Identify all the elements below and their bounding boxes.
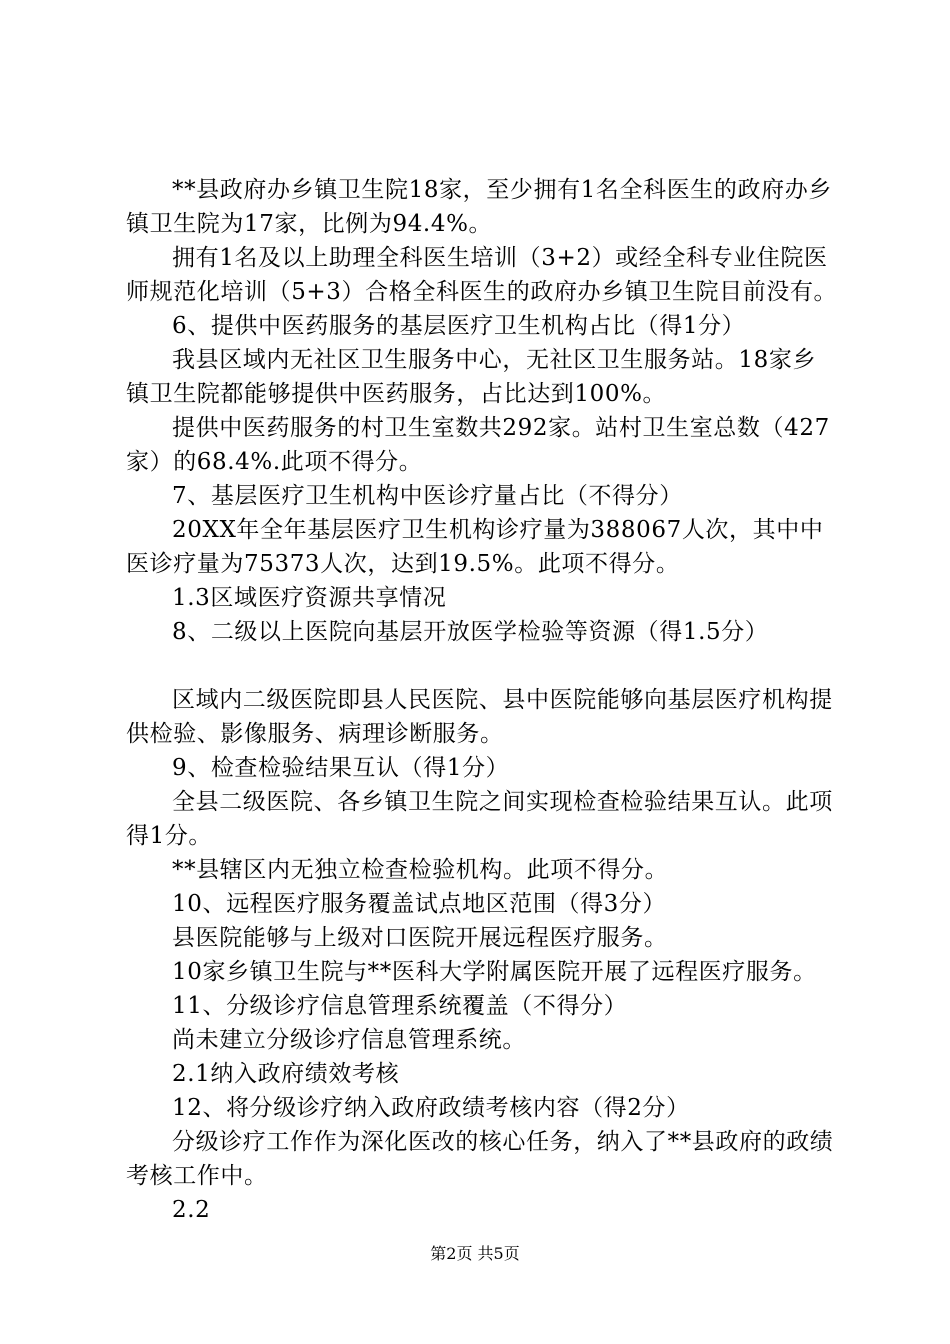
paragraph-8: **县辖区内无独立检查检验机构。此项不得分。	[172, 857, 669, 883]
paragraph-2: 拥有1名及以上助理全科医生培训（3+2）或经全科专业住院医师规范化培训（5+3）合格全科医生的政府办乡镇卫生院目前没有。	[126, 245, 838, 305]
paragraph-9: 县医院能够与上级对口医院开展远程医疗服务。	[172, 925, 668, 951]
heading-item-12: 12、将分级诊疗纳入政府政绩考核内容（得2分）	[172, 1095, 690, 1121]
heading-item-7: 7、基层医疗卫生机构中医诊疗量占比（不得分）	[172, 483, 683, 509]
paragraph-3: 我县区域内无社区卫生服务中心，无社区卫生服务站。18家乡镇卫生院都能够提供中医药服务，占比达到100%。	[126, 347, 817, 407]
paragraph-6: 区域内二级医院即县人民医院、县中医院能够向基层医疗机构提供检验、影像服务、病理诊断服务。	[126, 687, 833, 747]
heading-item-11: 11、分级诊疗信息管理系统覆盖（不得分）	[172, 993, 628, 1019]
paragraph-1: **县政府办乡镇卫生院18家，至少拥有1名全科医生的政府办乡镇卫生院为17家，比例为94.4%。	[126, 177, 832, 237]
section-heading-2-2: 2.2	[172, 1197, 211, 1223]
page-footer: 第2页 共5页	[430, 1244, 520, 1263]
heading-item-9: 9、检查检验结果互认（得1分）	[172, 755, 510, 781]
heading-item-8: 8、二级以上医院向基层开放医学检验等资源（得1.5分）	[172, 619, 769, 645]
document-body	[126, 173, 838, 1227]
paragraph-10: 10家乡镇卫生院与**医科大学附属医院开展了远程医疗服务。	[172, 959, 817, 985]
paragraph-11: 尚未建立分级诊疗信息管理系统。	[172, 1027, 526, 1053]
section-heading-1-3: 1.3区域医疗资源共享情况	[172, 585, 447, 611]
paragraph-5: 20XX年全年基层医疗卫生机构诊疗量为388067人次，其中中医诊疗量为75373人次，达到19.5%。此项不得分。	[126, 517, 824, 577]
heading-item-6: 6、提供中医药服务的基层医疗卫生机构占比（得1分）	[172, 313, 746, 339]
paragraph-12: 分级诊疗工作作为深化医改的核心任务，纳入了**县政府的政绩考核工作中。	[126, 1129, 834, 1189]
section-heading-2-1: 2.1纳入政府绩效考核	[172, 1061, 400, 1087]
paragraph-4: 提供中医药服务的村卫生室数共292家。站村卫生室总数（427家）的68.4%.此项不得分。	[126, 415, 830, 475]
heading-item-10: 10、远程医疗服务覆盖试点地区范围（得3分）	[172, 891, 667, 917]
paragraph-7: 全县二级医院、各乡镇卫生院之间实现检查检验结果互认。此项得1分。	[126, 789, 833, 849]
